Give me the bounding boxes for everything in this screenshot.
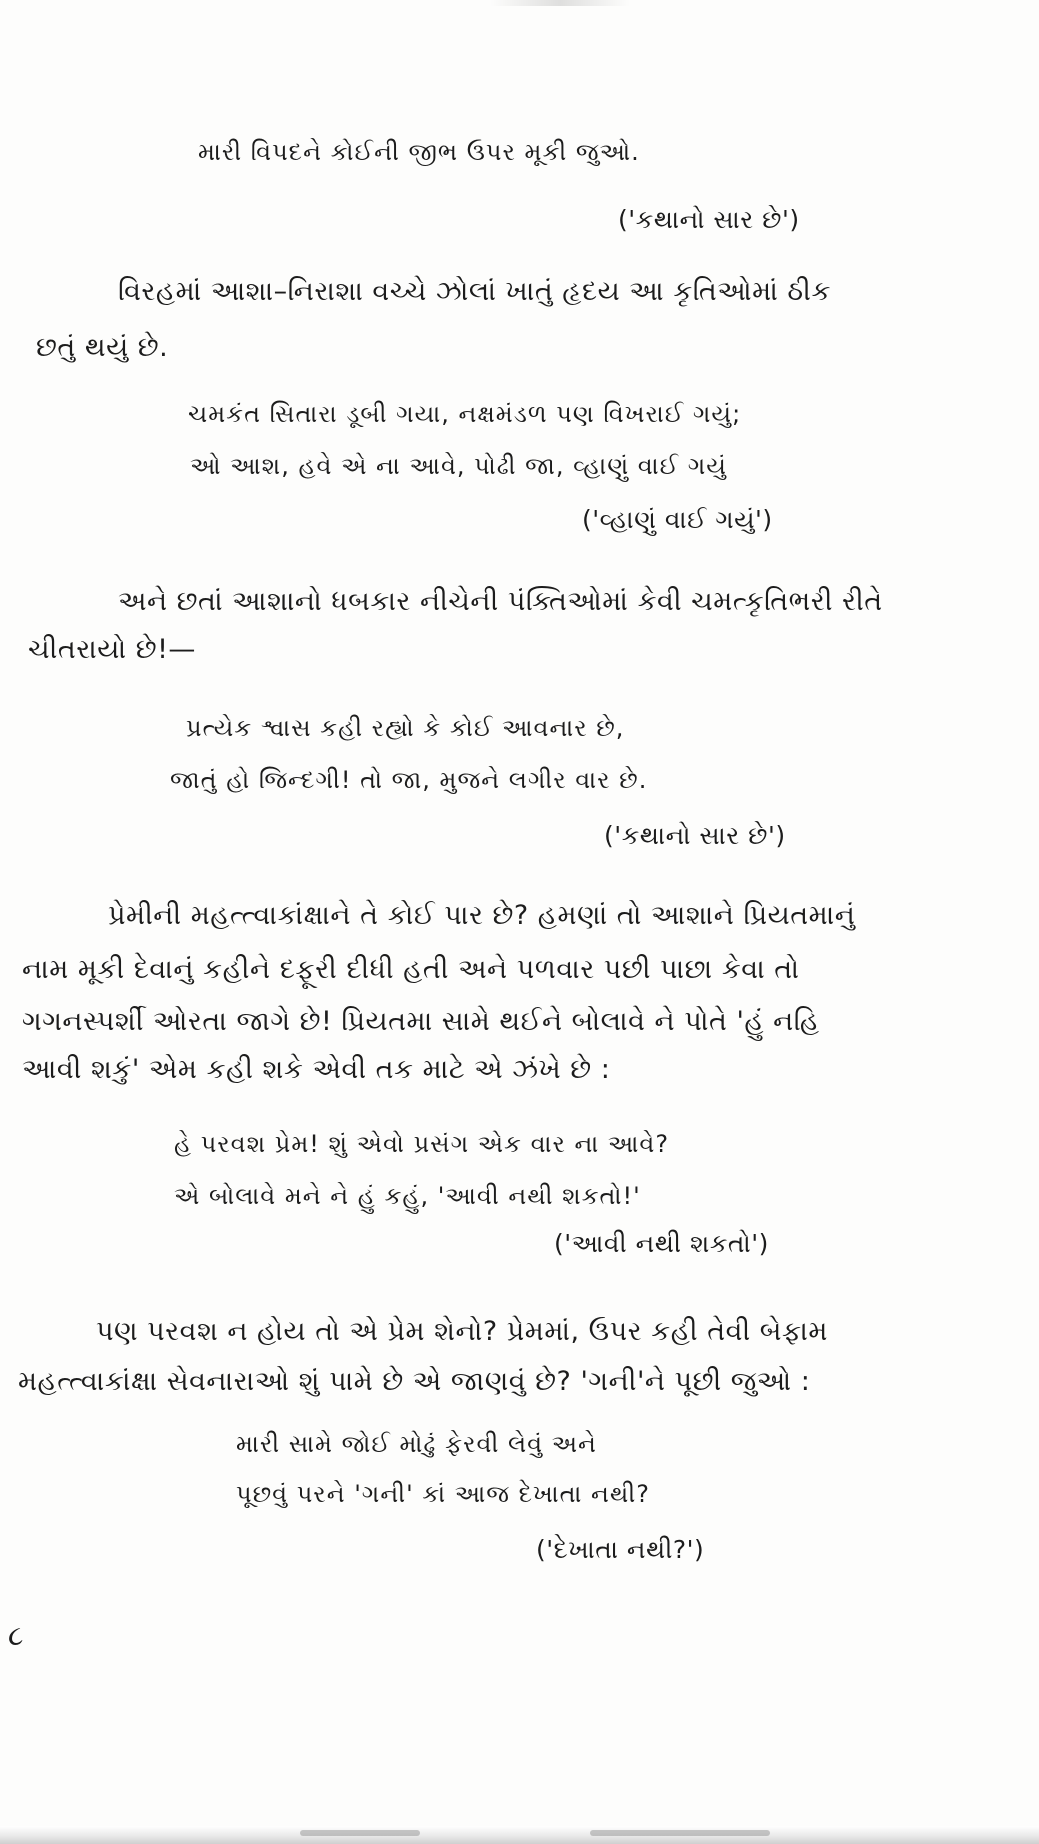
quote-4-line-1: હે પરવશ પ્રેમ! શું એવો પ્રસંગ એક વાર ના આવે?	[174, 1130, 670, 1158]
paragraph-4-line-1: પણ પરવશ ન હોય તો એ પ્રેમ શેનો? પ્રેમમાં, ઉપર કહી તેવી બેફામ	[96, 1316, 828, 1347]
quote-5-line-1: મારી સામે જોઈ મોઢું ફેરવી લેવું અને	[236, 1430, 597, 1458]
scan-edge-mark	[300, 1830, 420, 1836]
quote-3-line-2: જાતું હો જિન્દગી! તો જા, મુજને લગીર વાર છે.	[170, 766, 648, 794]
paragraph-2-line-1: અને છતાં આશાનો ધબકાર નીચેની પંક્તિઓમાં કેવી ચમત્કૃતિભરી રીતે	[118, 586, 883, 617]
scan-edge-mark	[590, 1830, 770, 1836]
quote-1-citation: ('કથાનો સાર છે')	[618, 205, 800, 234]
page-number: ૮	[8, 1619, 24, 1652]
paragraph-3-line-3: ગગનસ્પર્શી ઓરતા જાગે છે! પ્રિયતમા સામે થઈને બોલાવે ને પોતે 'હું નહિ	[22, 1006, 820, 1037]
quote-5-line-2: પૂછવું પરને 'ગની' કાં આજ દેખાતા નથી?	[236, 1480, 650, 1508]
quote-2-line-2: ઓ આશ, હવે એ ના આવે, પોઢી જા, વ્હાણું વાઈ ગયું	[190, 452, 727, 480]
quote-2-citation: ('વ્હાણું વાઈ ગયું')	[582, 505, 773, 534]
quote-4-line-2: એ બોલાવે મને ને હું કહું, 'આવી નથી શકતો!'	[174, 1182, 641, 1210]
quote-1-line-1: મારી વિપદને કોઈની જીભ ઉપર મૂકી જુઓ.	[198, 138, 640, 166]
quote-3-citation: ('કથાનો સાર છે')	[604, 821, 786, 850]
paragraph-4-line-2: મહત્ત્વાકાંક્ષા સેવનારાઓ શું પામે છે એ જાણવું છે? 'ગની'ને પૂછી જુઓ :	[18, 1366, 811, 1397]
paragraph-2-line-2: ચીતરાયો છે!—	[28, 634, 196, 665]
paragraph-1-line-1: વિરહમાં આશા–નિરાશા વચ્ચે ઝોલાં ખાતું હૃદય આ કૃતિઓમાં ઠીક	[118, 276, 831, 307]
quote-4-citation: ('આવી નથી શકતો')	[554, 1229, 769, 1258]
paragraph-3-line-1: પ્રેમીની મહત્ત્વાકાંક્ષાને તે કોઈ પાર છે? હમણાં તો આશાને પ્રિયતમાનું	[108, 900, 856, 931]
quote-5-citation: ('દેખાતા નથી?')	[536, 1535, 705, 1564]
quote-2-line-1: ચમકંત સિતારા ડૂબી ગયા, નક્ષમંડળ પણ વિખરાઈ ગયું;	[188, 400, 742, 428]
paragraph-3-line-2: નામ મૂકી દેવાનું કહીને દફૂરી દીધી હતી અને પળવાર પછી પાછા કેવા તો	[22, 954, 800, 985]
paragraph-3-line-4: આવી શકું' એમ કહી શકે એવી તક માટે એ ઝંખે છે :	[22, 1054, 611, 1085]
paragraph-1-line-2: છતું થયું છે.	[36, 332, 169, 363]
quote-3-line-1: પ્રત્યેક શ્વાસ કહી રહ્યો કે કોઈ આવનાર છે,	[186, 714, 625, 742]
scan-bottom-edge	[0, 1826, 1039, 1844]
scan-smudge	[490, 0, 630, 6]
